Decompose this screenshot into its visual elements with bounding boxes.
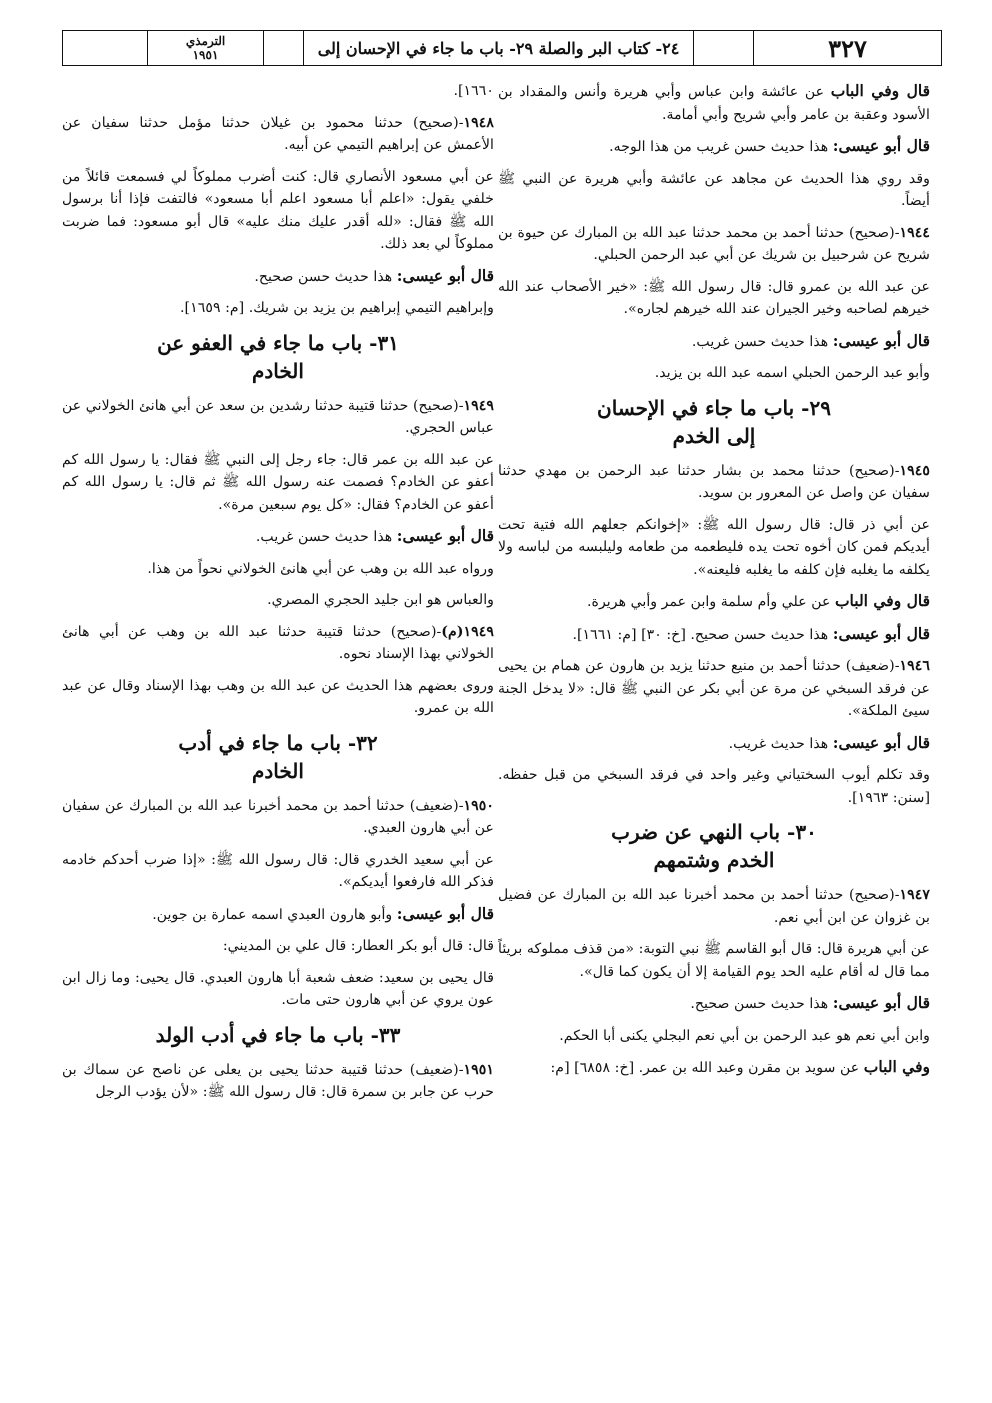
paragraph: قال أبو عيسى: هذا حديث حسن صحيح. [خ: ٣٠] [م: ١٦٦١]. [572, 623, 930, 643]
hadith-entry: ١٩٤٦-(ضعيف) حدثنا أحمد بن منيع حدثنا يزيد بن هارون عن همام بن يحيى عن فرقد السبخي عن مرة عن أبي بكر عن النبي ﷺ قال: «لا يدخل الجنة سيئ الملكة». [498, 658, 930, 719]
hadith-range-number: ١٩٥١ [192, 48, 219, 62]
hadith-entry: ١٩٤٨-(صحيح) حدثنا محمود بن غيلان حدثنا مؤمل حدثنا سفيان عن الأعمش عن إبراهيم التيمي عن أبيه. [62, 114, 494, 153]
paragraph: قال وفي الباب عن عائشة وابن عباس وأبي هريرة وأنس والمقداد بن الأسود وعقبة بن عامر وأبي شريح وأبي أمامة. [498, 81, 930, 123]
paragraph: وفي الباب عن سويد بن مقرن وعبد الله بن عمر. [خ: ٦٨٥٨] [م: [550, 1057, 930, 1076]
hadith-number: ١٩٤٩ [463, 397, 494, 414]
hadith-entry: ١٩٤٥-(صحيح) حدثنا محمد بن بشار حدثنا عبد الرحمن بن مهدي حدثنا سفيان عن واصل عن المعرور بن سويد. [498, 462, 930, 501]
left-column [62, 80, 494, 1380]
right-column [498, 80, 930, 1380]
paragraph: قال أبو عيسى: هذا حديث غريب. [728, 732, 930, 752]
paragraph: ورواه عبد الله بن وهب عن أبي هانئ الخولاني نحواً من هذا. [147, 560, 494, 577]
header-spacer [693, 31, 753, 65]
hadith-entry: ١٩٤٩(م)-(صحيح) حدثنا قتيبة حدثنا عبد الله بن وهب عن أبي هانئ الخولاني بهذا الإسناد نحوه. [62, 623, 494, 662]
paragraph: قال: قال أبو بكر العطار: قال علي بن المديني: [222, 938, 494, 954]
paragraph: وإبراهيم التيمي إبراهيم بن يزيد بن شريك. [م: ١٦٥٩]. [180, 300, 494, 316]
hadith-number: ١٩٤٨ [463, 114, 494, 131]
paragraph: ١٦٦٠]. [453, 83, 494, 99]
paragraph: قال أبو عيسى: هذا حديث حسن غريب. [691, 330, 930, 350]
header-spacer [63, 31, 147, 65]
page-number: ٣٢٧ [753, 31, 941, 65]
paragraph: عن أبي سعيد الخدري قال: قال رسول الله ﷺ: «إذا ضرب أحدكم خادمه فذكر الله فارفعوا أيديكم». [62, 851, 494, 890]
paragraph: قال أبو عيسى: هذا حديث حسن صحيح. [254, 265, 494, 285]
paragraph: وقد روي هذا الحديث عن مجاهد عن عائشة وأبي هريرة عن النبي ﷺ أيضاً. [498, 170, 930, 209]
section-heading: ٣٢- باب ما جاء في أدب الخادم [178, 730, 378, 783]
paragraph: عن أبي ذر قال: قال رسول الله ﷺ: «إخوانكم جعلهم الله فتية تحت أيديكم فمن كان أخوه تحت يده فليطعمه من طعامه وليلبسه من لباسه ولا يكلفه ما يغلبه فإن كلفه ما يغلبه فليعنه». [498, 516, 930, 578]
paragraph: عن أبي مسعود الأنصاري قال: كنت أضرب مملوكاً لي فسمعت قائلاً من خلفي يقول: «اعلم أبا مسعود اعلم أبا مسعود» فالتفت فإذا أنا برسول الله ﷺ فقال: «لله أقدر عليك منك عليه» قال أبو مسعود: فما ضربت مملوكاً لي بعد ذلك. [62, 168, 494, 252]
hadith-number: ١٩٤٦ [899, 658, 930, 674]
running-header [62, 30, 942, 66]
hadith-range [147, 31, 263, 65]
hadith-number: ١٩٥١ [463, 1061, 494, 1078]
section-heading: ٢٩- باب ما جاء في الإحسان إلى الخدم [597, 395, 831, 448]
book-label: الترمذي [185, 34, 226, 48]
hadith-entry: ١٩٤٧-(صحيح) حدثنا أحمد بن محمد أخبرنا عبد الله بن المبارك عن فضيل بن غزوان عن ابن أبي نعم. [498, 887, 930, 926]
paragraph: قال وفي الباب عن علي وأم سلمة وابن عمر وأبي هريرة. [587, 591, 930, 610]
hadith-number: ١٩٥٠ [463, 797, 494, 814]
section-heading: ٣١- باب ما جاء في العفو عن الخادم [157, 330, 399, 383]
hadith-entry: ١٩٥١-(ضعيف) حدثنا قتيبة حدثنا يحيى بن يعلى عن ناصح عن سماك بن حرب عن جابر بن سمرة قال: قال رسول الله ﷺ: «لأن يؤدب الرجل [62, 1061, 494, 1100]
paragraph: وأبو عبد الرحمن الحبلي اسمه عبد الله بن يزيد. [654, 365, 930, 381]
section-heading: ٣٣- باب ما جاء في أدب الولد [155, 1022, 401, 1047]
hadith-number: ١٩٤٥ [899, 462, 930, 479]
hadith-entry: ١٩٤٩-(صحيح) حدثنا قتيبة حدثنا رشدين بن سعد عن أبي هانئ الخولاني عن عباس الحجري. [62, 397, 494, 436]
hadith-number: ١٩٤٩(م) [441, 623, 494, 640]
paragraph: وروى بعضهم هذا الحديث عن عبد الله بن وهب بهذا الإسناد وقال عن عبد الله بن عمرو. [62, 677, 494, 716]
paragraph: قال أبو عيسى: وأبو هارون العبدي اسمه عمارة بن جوين. [152, 903, 494, 923]
paragraph: عن عبد الله بن عمرو قال: قال رسول الله ﷺ: «خير الأصحاب عند الله خيرهم لصاحبه وخير الجيران عند الله خيرهم لجاره». [498, 278, 930, 317]
paragraph: قال أبو عيسى: هذا حديث حسن غريب. [255, 526, 494, 545]
paragraph: قال أبو عيسى: هذا حديث حسن غريب من هذا الوجه. [609, 136, 930, 155]
hadith-number: ١٩٤٧ [899, 887, 930, 903]
paragraph: وابن أبي نعم هو عبد الرحمن بن أبي نعم البجلي يكنى أبا الحكم. [559, 1027, 930, 1044]
section-heading: ٣٠- باب النهي عن ضرب الخدم وشتمهم [611, 820, 817, 872]
paragraph: وقد تكلم أيوب السختياني وغير واحد في فرقد السبخي من قبل حفظه. [سنن: ١٩٦٣]. [498, 767, 930, 806]
paragraph: عن أبي هريرة قال: قال أبو القاسم ﷺ نبي التوبة: «من قذف مملوكه بريئاً مما قال له أقام عليه الحد يوم القيامة إلا أن يكون كما قال». [498, 941, 930, 980]
paragraph: قال يحيى بن سعيد: ضعف شعبة أبا هارون العبدي. قال يحيى: وما زال ابن عون يروي عن أبي هارون حتى مات. [62, 969, 494, 1008]
paragraph: عن عبد الله بن عمر قال: جاء رجل إلى النبي ﷺ فقال: يا رسول الله كم أعفو عن الخادم؟ فصمت عنه رسول الله ﷺ ثم قال: يا رسول الله كم أعفو عن الخادم؟ فقال: «كل يوم سبعين مرة». [62, 451, 494, 513]
chapter-title: ٢٤- كتاب البر والصلة ٢٩- باب ما جاء في الإحسان إلى [303, 31, 693, 65]
paragraph: قال أبو عيسى: هذا حديث حسن صحيح. [690, 993, 930, 1012]
header-spacer [263, 31, 303, 65]
hadith-number: ١٩٤٤ [899, 224, 930, 241]
hadith-entry: ١٩٤٤-(صحيح) حدثنا أحمد بن محمد حدثنا عبد الله بن المبارك عن حيوة بن شريح عن شرحبيل بن شريك عن أبي عبد الرحمن الحبلي. [498, 224, 930, 263]
paragraph: والعباس هو ابن جليد الحجري المصري. [267, 592, 494, 608]
hadith-entry: ١٩٥٠-(ضعيف) حدثنا أحمد بن محمد أخبرنا عبد الله بن المبارك عن سفيان عن أبي هارون العبدي. [62, 797, 494, 836]
